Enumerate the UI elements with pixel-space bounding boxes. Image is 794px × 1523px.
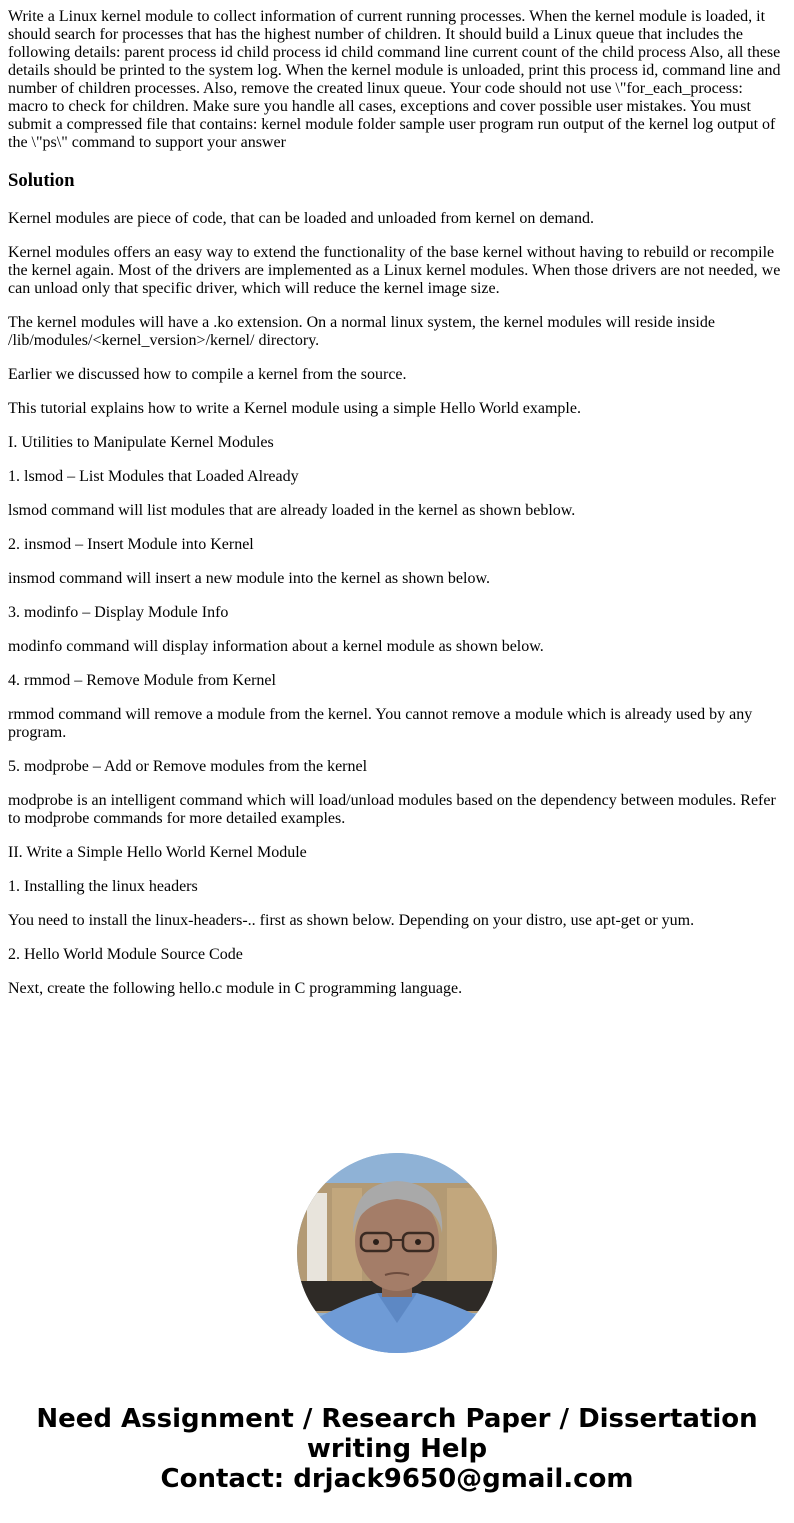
subsection-title: 1. Installing the linux headers <box>8 878 198 895</box>
solution-paragraph: rmmod command will remove a module from the kernel. You cannot remove a module which is already used by any program. <box>8 706 753 741</box>
solution-paragraph: modinfo command will display information about a kernel module as shown below. <box>8 638 544 655</box>
subsection-title: 4. rmmod – Remove Module from Kernel <box>8 672 276 689</box>
subsection-title: 2. Hello World Module Source Code <box>8 946 243 963</box>
solution-paragraph: This tutorial explains how to write a Kernel module using a simple Hello World example. <box>8 400 581 417</box>
contact-email: Contact: drjack9650@gmail.com <box>160 1464 634 1494</box>
solution-paragraph: You need to install the linux-headers-.. first as shown below. Depending on your distro, use apt-get or yum. <box>8 912 695 929</box>
section-title: I. Utilities to Manipulate Kernel Modules <box>8 434 274 451</box>
document-content <box>8 8 786 1014</box>
solution-paragraph: Next, create the following hello.c module in C programming language. <box>8 980 463 997</box>
subsection-title: 2. insmod – Insert Module into Kernel <box>8 536 254 553</box>
solution-paragraph: modprobe is an intelligent command which will load/unload modules based on the dependency between modules. Refer to modprobe commands for more detailed examples. <box>8 792 776 827</box>
subsection-title: 5. modprobe – Add or Remove modules from the kernel <box>8 758 368 775</box>
solution-paragraph: The kernel modules will have a .ko extension. On a normal linux system, the kernel modules will reside inside /lib/modules/<kernel_version>/kernel/ directory. <box>8 314 715 349</box>
solution-heading: Solution <box>8 170 75 191</box>
question-text: Write a Linux kernel module to collect information of current running processes. When the kernel module is loaded, it should search for processes that has the highest number of children. It should build a Linux queue that includes the following details: parent process id child process id child command line current count of the child process Also, all these details should be printed to the system log. When the kernel module is unloaded, print this process id, command line and number of children processes. Also, remove the created linux queue. Your code should not use \"for_each_process: macro to check for children. Make sure you handle all cases, exceptions and cover possible user mistakes. You must submit a compressed file that contains: kernel module folder sample user program run output of the kernel log output of the \"ps\" command to support your answer <box>8 8 781 151</box>
banner-line-1: Need Assignment / Research Paper / Dissertation <box>36 1404 758 1434</box>
section-title: II. Write a Simple Hello World Kernel Module <box>8 844 307 861</box>
solution-paragraph: Kernel modules offers an easy way to extend the functionality of the base kernel without having to rebuild or recompile the kernel again. Most of the drivers are implemented as a Linux kernel modules. When those drivers are not needed, we can unload only that specific driver, which will reduce the kernel image size. <box>8 244 781 297</box>
subsection-title: 3. modinfo – Display Module Info <box>8 604 229 621</box>
person-photo-icon <box>297 1153 497 1353</box>
solution-paragraph: lsmod command will list modules that are already loaded in the kernel as shown beblow. <box>8 502 576 519</box>
contact-banner <box>0 1404 794 1494</box>
banner-line-2: writing Help <box>306 1434 488 1464</box>
solution-paragraph: Kernel modules are piece of code, that can be loaded and unloaded from kernel on demand. <box>8 210 594 227</box>
solution-paragraph: insmod command will insert a new module into the kernel as shown below. <box>8 570 490 587</box>
avatar <box>297 1153 497 1353</box>
subsection-title: 1. lsmod – List Modules that Loaded Already <box>8 468 299 485</box>
solution-paragraph: Earlier we discussed how to compile a kernel from the source. <box>8 366 407 383</box>
